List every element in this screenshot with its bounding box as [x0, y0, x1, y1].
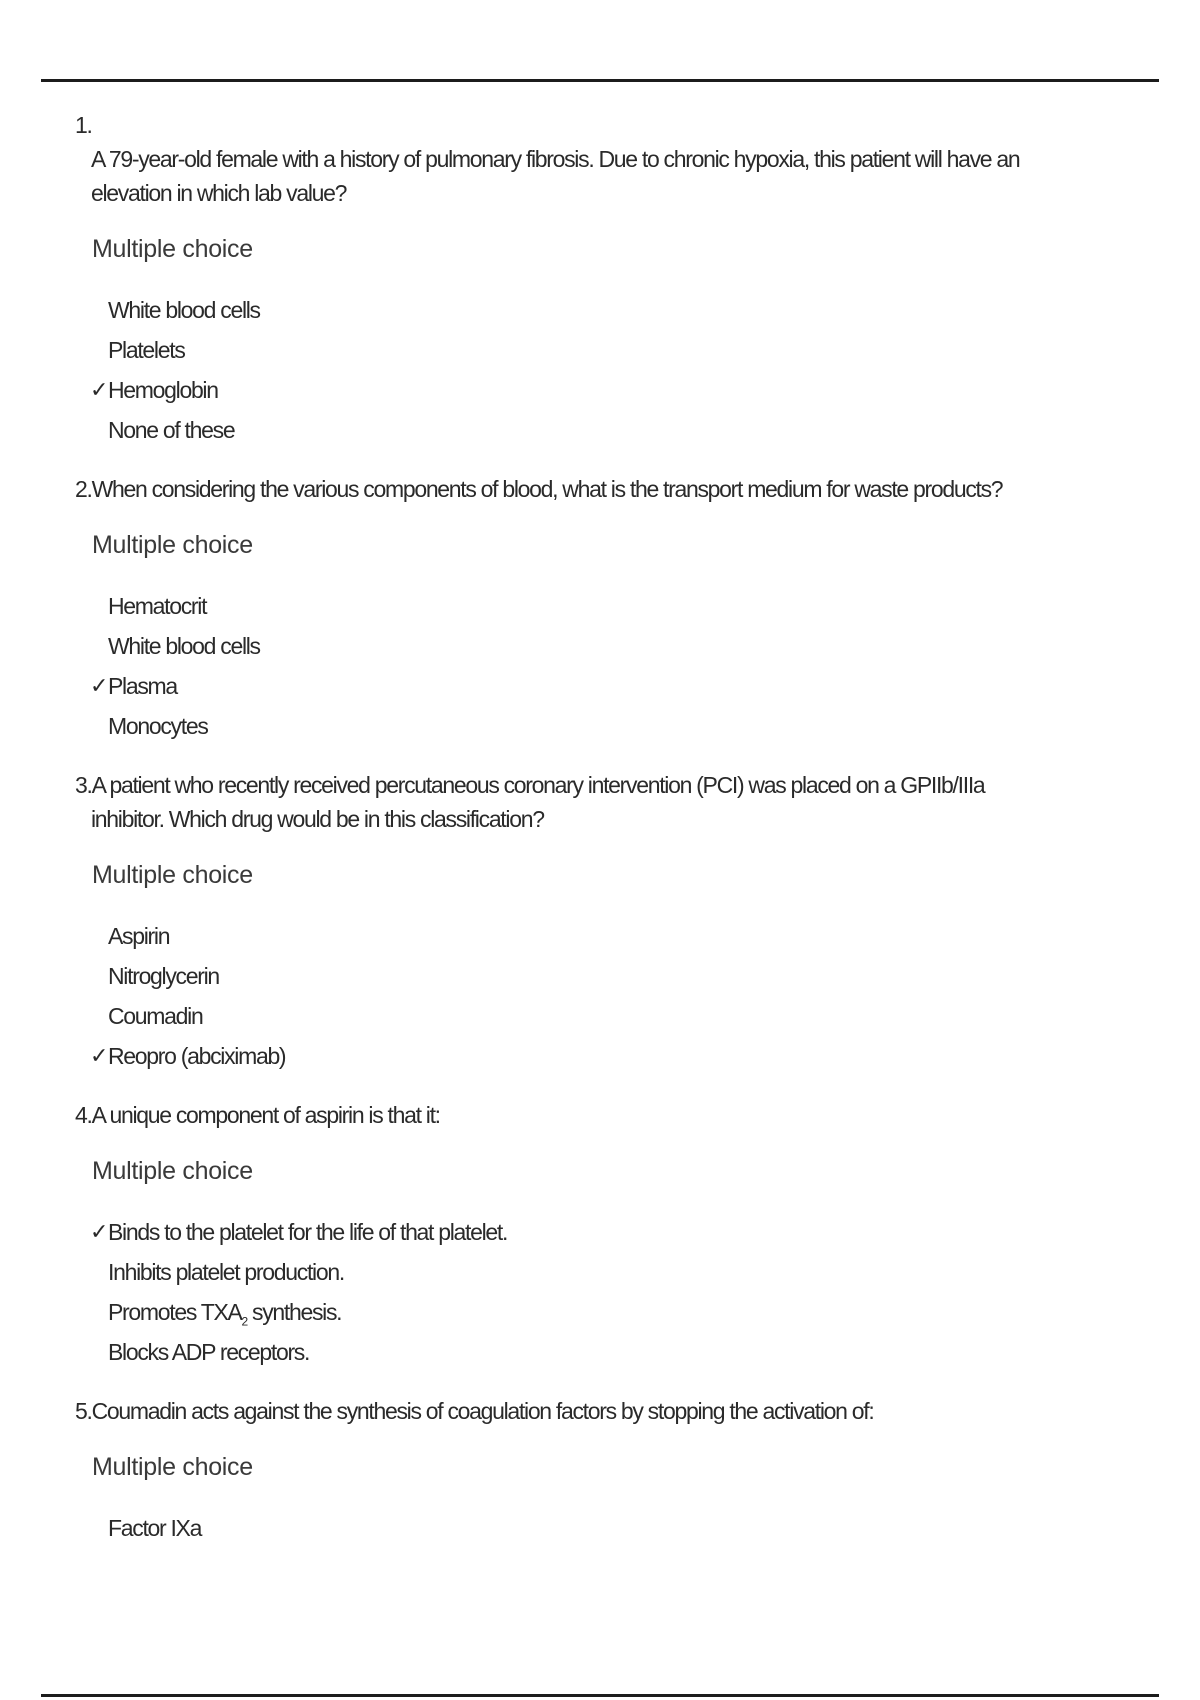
question-number: 2. [75, 476, 92, 502]
answer-options [75, 916, 1155, 1076]
bottom-divider [41, 1694, 1159, 1697]
checkmark-icon: ✓ [90, 1219, 109, 1244]
answer-option-correct[interactable]: ✓ Plasma [75, 666, 1155, 706]
checkmark-icon: ✓ [90, 673, 109, 698]
checkmark-icon: ✓ [90, 377, 109, 402]
question-number: 5. [75, 1398, 92, 1424]
question-number: 1. [75, 112, 92, 138]
answer-options [75, 1212, 1155, 1372]
question-text: A 79-year-old female with a history of pulmonary fibrosis. Due to chronic hypoxia, this patient will have an elevation in which lab value? [91, 146, 1020, 206]
question-2 [75, 472, 1155, 746]
answer-options [75, 290, 1155, 450]
question-3 [75, 768, 1155, 1076]
top-divider [41, 79, 1159, 82]
answer-option[interactable]: White blood cells [108, 297, 260, 323]
question-4 [75, 1098, 1155, 1372]
answer-option[interactable]: None of these [108, 417, 235, 443]
answer-option[interactable]: Factor IXa [108, 1515, 202, 1541]
answer-option[interactable]: Coumadin [108, 1003, 203, 1029]
question-type-label: Multiple choice [92, 531, 253, 559]
question-text: A unique component of aspirin is that it: [91, 1102, 440, 1128]
answer-option[interactable]: Aspirin [108, 923, 170, 949]
checkmark-icon: ✓ [90, 1043, 109, 1068]
quiz-document [75, 108, 1155, 1548]
question-text: A patient who recently received percutaneous coronary intervention (PCI) was placed on a GPIIb/IIIa inhibitor. Which drug would be in this classification? [91, 772, 985, 832]
answer-option[interactable]: Monocytes [108, 713, 208, 739]
question-text: When considering the various components of blood, what is the transport medium for waste products? [91, 476, 1003, 502]
answer-option[interactable]: Nitroglycerin [108, 963, 219, 989]
question-number: 4. [75, 1102, 92, 1128]
answer-option[interactable]: Blocks ADP receptors. [108, 1339, 310, 1365]
question-type-label: Multiple choice [92, 1453, 253, 1481]
question-5 [75, 1394, 1155, 1548]
answer-option[interactable]: Promotes $TXA_2$ synthesis. [108, 1299, 342, 1329]
answer-option[interactable]: Inhibits platelet production. [108, 1259, 344, 1285]
answer-option[interactable]: Hematocrit [108, 593, 207, 619]
answer-option[interactable]: Platelets [108, 337, 185, 363]
answer-option-correct[interactable]: ✓ Hemoglobin [75, 370, 1155, 410]
question-number: 3. [75, 772, 92, 798]
answer-option[interactable]: White blood cells [108, 633, 260, 659]
question-type-label: Multiple choice [92, 1157, 253, 1185]
question-text: Coumadin acts against the synthesis of coagulation factors by stopping the activation of: [91, 1398, 874, 1424]
answer-options [75, 1508, 1155, 1548]
answer-options [75, 586, 1155, 746]
question-type-label: Multiple choice [92, 235, 253, 263]
answer-option-correct[interactable]: ✓ Binds to the platelet for the life of that platelet. [75, 1212, 1155, 1252]
question-type-label: Multiple choice [92, 861, 253, 889]
question-1 [75, 108, 1155, 450]
answer-option-correct[interactable]: ✓ Reopro (abciximab) [75, 1036, 1155, 1076]
